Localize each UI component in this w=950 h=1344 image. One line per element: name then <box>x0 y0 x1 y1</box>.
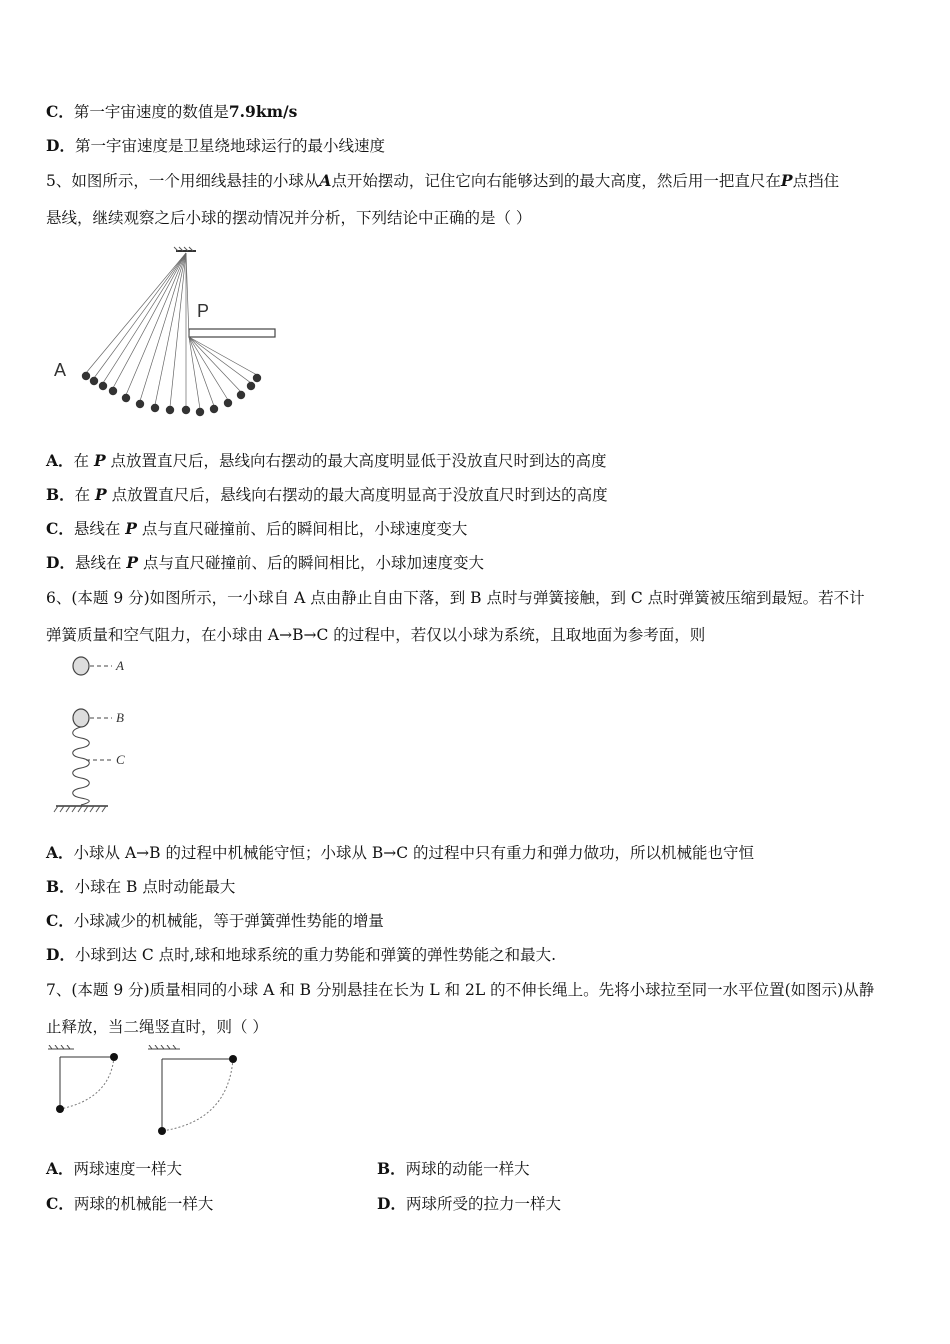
pendulum-figure <box>50 245 290 425</box>
q6-option-b: B．小球在 B 点时动能最大 <box>46 877 236 896</box>
pendulum-label-a: A <box>54 360 67 380</box>
q6-option-a: A．小球从 A→B 的过程中机械能守恒；小球从 B→C 的过程中只有重力和弹力做功，所以机械能也守恒 <box>46 843 755 862</box>
spring-label-c: C <box>116 752 125 767</box>
q5-option-a: A．在 P 点放置直尺后，悬线向右摆动的最大高度明显低于没放直尺时到达的高度 <box>46 451 607 470</box>
q7-option-d: D．两球所受的拉力一样大 <box>377 1194 561 1213</box>
q6-stem-line-2: 弹簧质量和空气阻力，在小球由 A→B→C 的过程中，若仅以小球为系统，且取地面为参考面，则 <box>46 626 706 644</box>
spring-label-b: B <box>116 710 124 725</box>
q7-option-b: B．两球的动能一样大 <box>377 1159 530 1178</box>
two-pendulum-figure <box>44 1045 254 1137</box>
q4-option-c: C．第一宇宙速度的数值是7.9km/s <box>46 102 298 121</box>
q5-stem-line-1: 5、如图所示，一个用细线悬挂的小球从A点开始摆动，记住它向右能够达到的最大高度，然后用一把直尺在P点挡住 <box>46 171 840 190</box>
q5-option-c: C．悬线在 P 点与直尺碰撞前、后的瞬间相比，小球速度变大 <box>46 519 468 538</box>
q7-stem-line-1: 7、(本题 9 分)质量相同的小球 A 和 B 分别悬挂在长为 L 和 2L 的不伸长绳上。先将小球拉至同一水平位置(如图示)从静 <box>46 981 875 999</box>
pendulum-label-p: P <box>197 301 210 321</box>
q6-option-d: D．小球到达 C 点时,球和地球系统的重力势能和弹簧的弹性势能之和最大. <box>46 945 557 964</box>
spring-label-a: A <box>116 658 124 673</box>
q7-option-c: C．两球的机械能一样大 <box>46 1194 214 1213</box>
spring-figure <box>50 652 150 817</box>
q7-stem-line-2: 止释放，当二绳竖直时，则（ ） <box>46 1018 268 1036</box>
q4-option-d: D．第一宇宙速度是卫星绕地球运行的最小线速度 <box>46 136 385 155</box>
q5-stem-line-2: 悬线，继续观察之后小球的摆动情况并分析，下列结论中正确的是（ ） <box>46 209 532 227</box>
q6-option-c: C．小球减少的机械能，等于弹簧弹性势能的增量 <box>46 911 384 930</box>
q5-option-b: B．在 P 点放置直尺后，悬线向右摆动的最大高度明显高于没放直尺时到达的高度 <box>46 485 608 504</box>
q5-option-d: D．悬线在 P 点与直尺碰撞前、后的瞬间相比，小球加速度变大 <box>46 553 484 572</box>
q7-option-a: A．两球速度一样大 <box>46 1159 183 1178</box>
q6-stem-line-1: 6、(本题 9 分)如图所示，一小球自 A 点由静止自由下落，到 B 点时与弹簧接触，到 C 点时弹簧被压缩到最短。若不计 <box>46 589 865 607</box>
